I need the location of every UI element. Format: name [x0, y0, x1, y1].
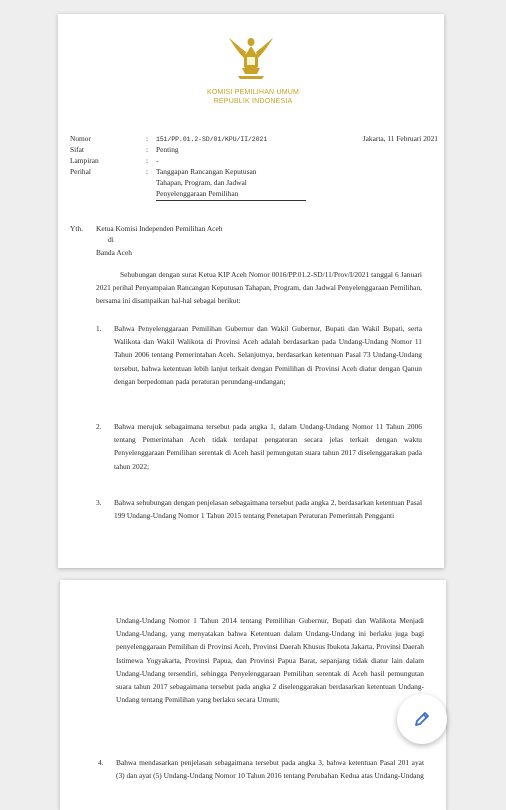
recipient-place: Banda Aceh [96, 248, 132, 257]
sifat-value: Penting [156, 145, 179, 154]
item-number: 4. [98, 758, 104, 767]
pencil-icon [412, 709, 432, 729]
letter-page-1 [58, 14, 444, 568]
org-name-line2: REPUBLIK INDONESIA [213, 98, 293, 105]
lampiran-label: Lampiran [70, 156, 99, 165]
colon: : [146, 156, 149, 165]
recipient: Ketua Komisi Independen Pemilihan Aceh [96, 224, 223, 233]
nomor-label: Nomor [70, 134, 91, 143]
intro-paragraph: Sehubungan dengan surat Ketua KIP Aceh Nomor 0016/PP.01.2-SD/11/Prov/I/2021 tanggal 6 Januari 2021 perihal Penyampaian Rancangan Keputusan Tahapan, Program, dan Jadwal Penyelenggaraan Pemilihan, bersama ini disampaikan hal-hal sebagai berikut: [96, 270, 422, 306]
yth-label: Yth. [70, 224, 83, 233]
sifat-label: Sifat [70, 145, 84, 154]
list-item: Bahwa sehubungan dengan penjelasan sebagaimana tersebut pada angka 2, berdasarkan ketentuan Pasal 199 Undang-Undang Nomor 1 Tahun 2015 tentang Penetapan Peraturan Pemerintah Pengganti [114, 498, 422, 521]
perihal-underline [156, 200, 306, 201]
perihal-line: Tahapan, Program, dan Jadwal [156, 178, 247, 187]
perihal-line: Penyelenggaraan Pemilihan [156, 189, 239, 198]
edit-button[interactable] [397, 694, 447, 744]
item-number: 3. [96, 498, 102, 507]
letter-page-2 [60, 580, 446, 810]
place-date: Jakarta, 11 Februari 2021 [362, 134, 438, 143]
garuda-emblem-icon [228, 32, 274, 80]
org-name-line1: KOMISI PEMILIHAN UMUM [206, 89, 300, 96]
colon: : [146, 134, 149, 143]
list-item: Bahwa mendasarkan penjelasan sebagaimana tersebut pada angka 3, bahwa ketentuan Pasal 201 ayat (3) dan ayat (5) Undang-Undang Nomor 10 Tahun 2016 tentang Perubahan Kedua atas Undang-Undang [116, 758, 424, 781]
colon: : [146, 145, 149, 154]
item-number: 2. [96, 422, 102, 431]
continuation-paragraph: Undang-Undang Nomor 1 Tahun 2014 tentang Pemilihan Gubernur, Bupati dan Walikota Menjadi Undang-Undang, yang menyatakan bahwa Ketentuan dalam Undang-Undang ini berlaku juga bagi penyelenggaraan Pemilihan di Provinsi Aceh, Provinsi Daerah Khusus Ibukota Jakarta, Provinsi Daerah Istimewa Yogyakarta, Provinsi Papua, dan Provinsi Papua Barat, sepanjang tidak diatur lain dalam Undang-Undang tersendiri, sehingga Penyelenggaraan Pemilihan serentak di Aceh hasil pemungutan suara tahun 2017 sebagaimana tersebut pada angka 2 diselenggarakan berdasarkan ketentuan Undang-Undang tentang Pemilihan yang berlaku secara Umum; [116, 616, 424, 705]
di-label: di [108, 235, 114, 244]
colon: : [146, 167, 149, 176]
perihal-label: Perihal [70, 167, 91, 176]
list-item: Bahwa merujuk sebagaimana tersebut pada angka 1, dalam Undang-Undang Nomor 11 Tahun 2006 tentang Pemerintahan Aceh tidak terdapat pengaturan secara jelas terkait dengan waktu Penyelenggaraan Pemilihan serentak di Aceh hasil pemungutan suara tahun 2017 diselenggarakan pada tahun 2022; [114, 422, 422, 471]
list-item: Bahwa Penyelenggaraan Pemilihan Gubernur dan Wakil Gubernur, Bupati dan Wakil Bupati, serta Walikota dan Wakil Walikota di Provinsi Aceh adalah berdasarkan pada Undang-Undang Nomor 11 Tahun 2006 tentang Pemerintahan Aceh. Selanjutnya, berdasarkan ketentuan Pasal 73 Undang-Undang tersebut, bahwa ketentuan lebih lanjut terkait dengan Pemilihan di Provinsi Aceh diatur dengan Qanun dengan berpedoman pada peraturan perundang-undangan; [114, 324, 422, 386]
perihal-line: Tanggapan Rancangan Keputusan [156, 167, 257, 176]
item-number: 1. [96, 324, 102, 333]
nomor-value: 151/PP.01.2-SD/01/KPU/II/2021 [156, 136, 268, 143]
lampiran-value: - [156, 156, 159, 165]
